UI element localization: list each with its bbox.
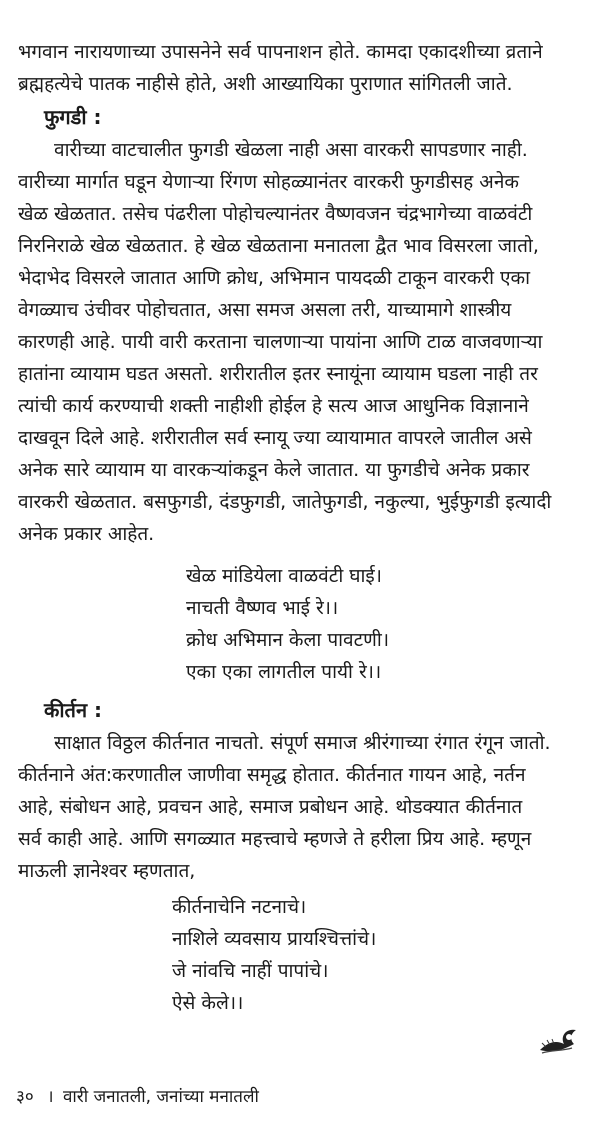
- text-line: आहे, संबोधन आहे, प्रवचन आहे, समाज प्रबोधन आहे. थोडक्यात कीर्तनात: [18, 796, 523, 818]
- verse-line: ऐसे केले।।: [172, 992, 244, 1014]
- text-line: कारणही आहे. पायी वारी करताना चालणाऱ्या पायांना आणि टाळ वाजवणाऱ्या: [18, 331, 543, 353]
- text-line: वेगळ्याच उंचीवर पोहोचतात, असा समज असला तरी, याच्यामागे शास्त्रीय: [18, 299, 512, 321]
- verse-line: खेळ मांडियेला वाळवंटी घाई।: [186, 565, 382, 587]
- text-line: भगवान नारायणाच्या उपासनेने सर्व पापनाशन होते. कामदा एकादशीच्या व्रताने: [18, 41, 543, 63]
- text-line: निरनिराळे खेळ खेळतात. हे खेळ खेळताना मनातला द्वैत भाव विसरला जातो,: [18, 235, 539, 257]
- section-heading-fugadi: फुगडी :: [44, 105, 102, 129]
- verse-line: कीर्तनाचेनि नटनाचे।: [172, 896, 307, 918]
- page-footer: [16, 1084, 259, 1110]
- page-number: ३०: [16, 1087, 34, 1107]
- text-line: सर्व काही आहे. आणि सगळ्यात महत्त्वाचे म्हणजे ते हरीला प्रिय आहे. म्हणून: [18, 828, 532, 850]
- verse-line: एका एका लागतील पायी रे।।: [186, 661, 382, 683]
- text-line: अनेक सारे व्यायाम या वारकऱ्यांकडून केले जातात. या फुगडीचे अनेक प्रकार: [18, 459, 530, 481]
- text-line: वारीच्या मार्गात घडून येणाऱ्या रिंगण सोहळ्यानंतर वारकरी फुगडीसह अनेक: [18, 171, 519, 193]
- text-line: ब्रह्महत्येचे पातक नाहीसे होते, अशी आख्यायिका पुराणात सांगितली जाते.: [18, 73, 513, 95]
- footer-separator: ।: [47, 1087, 54, 1107]
- text-line: वारकरी खेळतात. बसफुगडी, दंडफुगडी, जातेफुगडी, नकुल्या, भुईफुगडी इत्यादी: [18, 491, 552, 513]
- text-line: भेदाभेद विसरले जातात आणि क्रोध, अभिमान पायदळी टाकून वारकरी एका: [18, 267, 531, 289]
- text-line: खेळ खेळतात. तसेच पंढरीला पोहोचल्यानंतर वैष्णवजन चंद्रभागेच्या वाळवंटी: [18, 203, 533, 225]
- verse-line: नाशिले व्यवसाय प्रायश्चित्तांचे।: [172, 928, 377, 950]
- text-line: हातांना व्यायाम घडत असतो. शरीरातील इतर स्नायूंना व्यायाम घडला नाही तर: [18, 363, 538, 385]
- text-line: माऊली ज्ञानेश्वर म्हणतात,: [18, 860, 196, 882]
- text-line: कीर्तनाने अंत:करणातील जाणीवा समृद्ध होतात. कीर्तनात गायन आहे, नर्तन: [18, 764, 526, 786]
- verse-line: जे नांवचि नाहीं पापांचे।: [172, 960, 329, 982]
- book-title: वारी जनातली, जनांच्या मनातली: [62, 1087, 259, 1107]
- verse-line: क्रोध अभिमान केला पावटणी।: [186, 629, 390, 651]
- text-line: अनेक प्रकार आहेत.: [18, 523, 155, 545]
- text-line: त्यांची कार्य करण्याची शक्ती नाहीशी होईल हे सत्य आज आधुनिक विज्ञानाने: [18, 395, 529, 417]
- section-heading-kirtan: कीर्तन :: [44, 698, 103, 722]
- text-line: वारीच्या वाटचालीत फुगडी खेळला नाही असा वारकरी सापडणार नाही.: [54, 139, 528, 161]
- text-line: साक्षात विठ्ठल कीर्तनात नाचतो. संपूर्ण समाज श्रीरंगाच्या रंगात रंगून जातो.: [54, 732, 551, 754]
- decorative-ornament-icon: [536, 1020, 582, 1060]
- verse-line: नाचती वैष्णव भाई रे।।: [186, 597, 339, 619]
- text-line: दाखवून दिले आहे. शरीरातील सर्व स्नायू ज्या व्यायामात वापरले जातील असे: [18, 427, 532, 449]
